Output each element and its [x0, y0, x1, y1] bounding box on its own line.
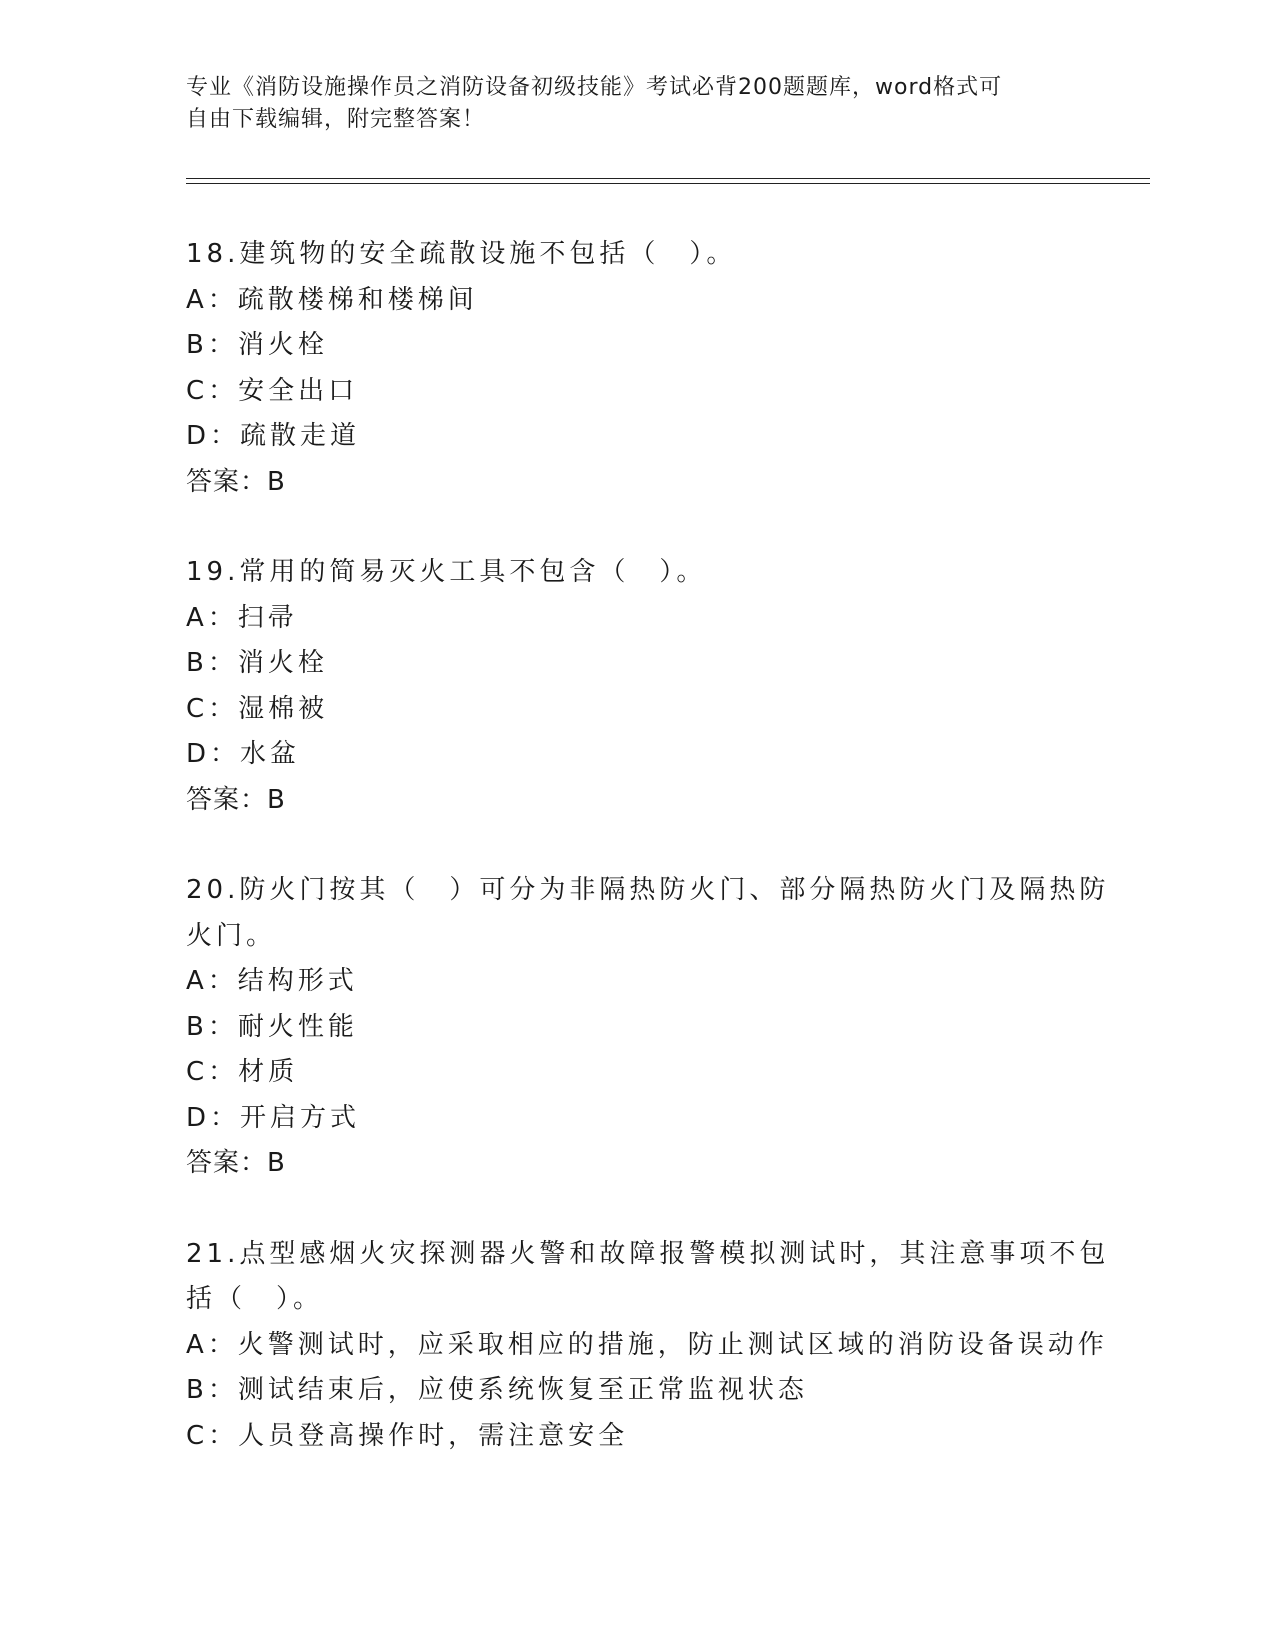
header-line-2: 自由下载编辑，附完整答案！	[186, 107, 486, 132]
option-a: A：火警测试时，应采取相应的措施，防止测试区域的消防设备误动作	[186, 1329, 1108, 1360]
header-line-1: 专业《消防设施操作员之消防设备初级技能》考试必背200题题库，word格式可	[186, 75, 1003, 100]
question-18	[186, 232, 1086, 505]
answer: 答案：B	[186, 1148, 286, 1178]
question-20	[186, 868, 1110, 1187]
question-21	[186, 1232, 1110, 1460]
option-b: B：耐火性能	[186, 1011, 358, 1042]
question-stem-continued: 括（ ）。	[186, 1284, 324, 1314]
option-c: C：材质	[186, 1057, 299, 1087]
option-c: C：安全出口	[186, 375, 359, 406]
question-stem-continued: 火门。	[186, 920, 277, 951]
option-a: A：结构形式	[186, 966, 358, 996]
question-stem: 21.点型感烟火灾探测器火警和故障报警模拟测试时，其注意事项不包	[186, 1238, 1110, 1269]
document-header	[186, 72, 1086, 136]
option-d: D：疏散走道	[186, 421, 361, 451]
option-c: C：人员登高操作时，需注意安全	[186, 1420, 629, 1451]
option-d: D：水盆	[186, 739, 301, 769]
question-list	[186, 232, 1110, 1504]
option-b: B：消火栓	[186, 648, 328, 678]
question-stem: 20.防火门按其（ ）可分为非隔热防火门、部分隔热防火门及隔热防	[186, 875, 1110, 905]
option-a: A：扫帚	[186, 602, 298, 633]
option-b: B：测试结束后，应使系统恢复至正常监视状态	[186, 1375, 808, 1405]
option-a: A：疏散楼梯和楼梯间	[186, 284, 478, 315]
header-rule-top	[186, 178, 1150, 179]
option-b: B：消火栓	[186, 330, 328, 360]
option-d: D：开启方式	[186, 1102, 361, 1133]
answer: 答案：B	[186, 784, 286, 815]
answer: 答案：B	[186, 466, 286, 497]
option-c: C：湿棉被	[186, 693, 329, 724]
question-stem: 18.建筑物的安全疏散设施不包括（ ）。	[186, 239, 737, 269]
header-rule-bottom	[186, 183, 1150, 184]
question-19	[186, 550, 1086, 823]
question-stem: 19.常用的简易灭火工具不包含（ ）。	[186, 557, 707, 587]
